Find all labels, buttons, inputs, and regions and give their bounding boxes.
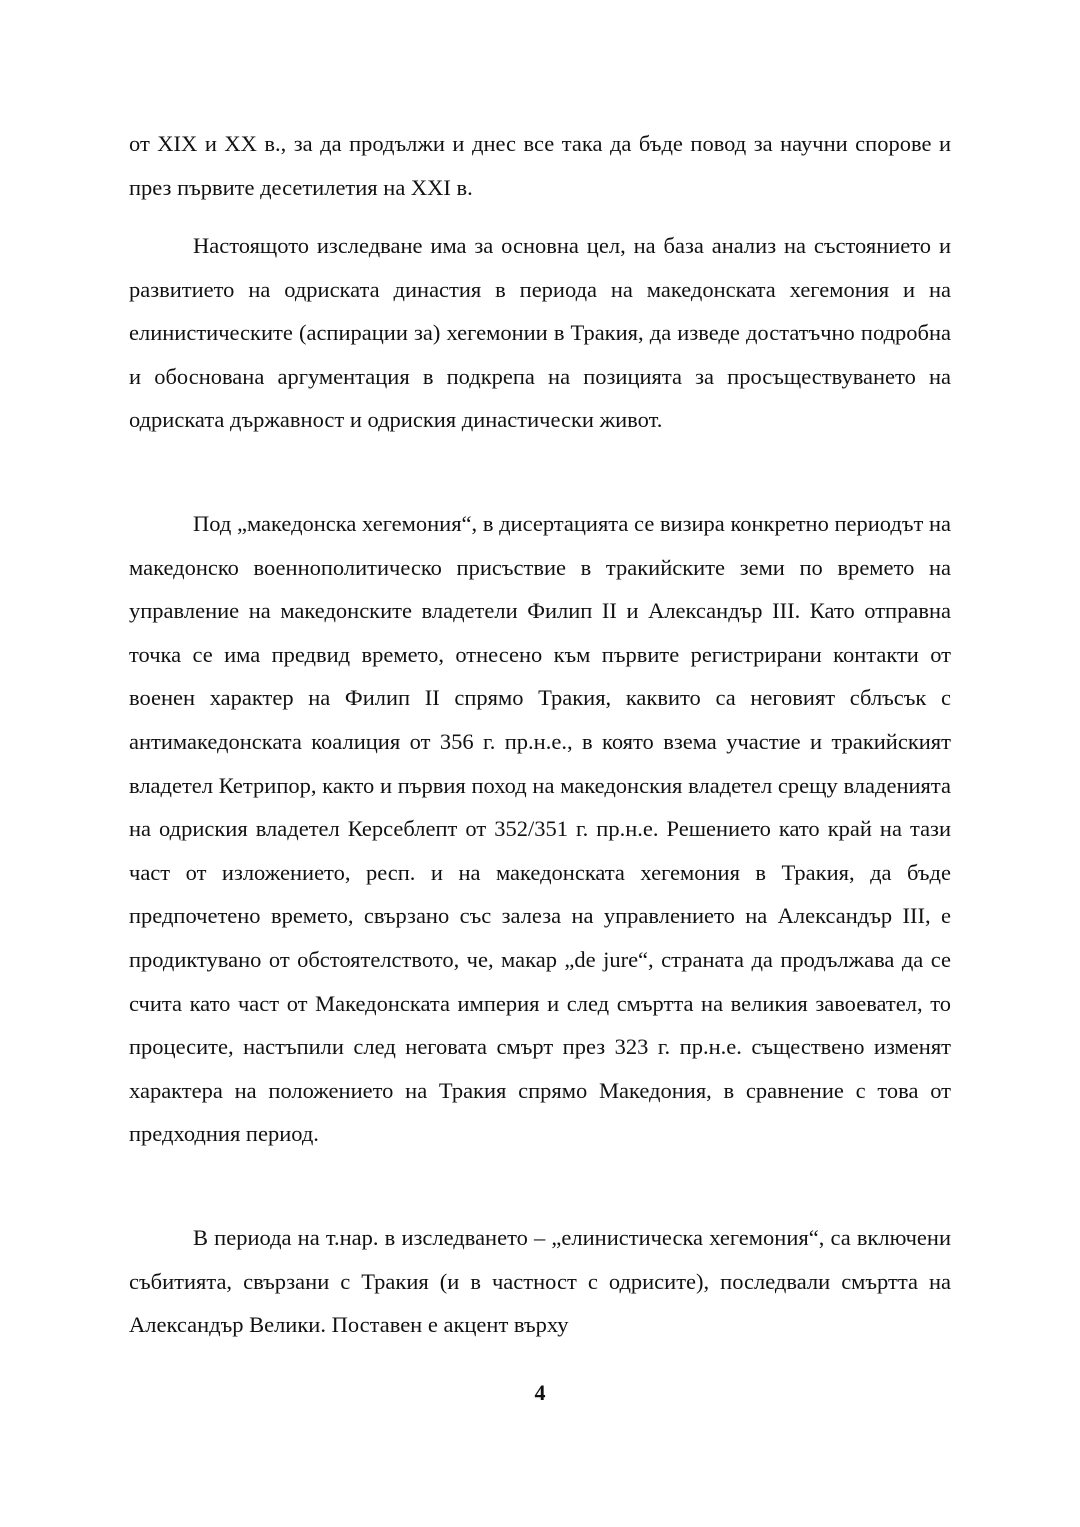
paragraph-macedonian-hegemony <box>129 502 951 1156</box>
paragraph-text: В периода на т.нар. в изследването – „елинистическа хегемония“, са включени събитията, свързани с Тракия (и в частност с одрисите), последвали смъртта на Александър Велики. Поставен е акцент върху <box>129 1225 951 1338</box>
paragraph-continuation <box>129 122 951 209</box>
page-number: 4 <box>534 1380 546 1405</box>
paragraph-text: от XIX и XX в., за да продължи и днес все така да бъде повод за научни спорове и през първите десетилетия на XXI в. <box>129 131 951 200</box>
paragraph-text: Под „македонска хегемония“, в дисертацията се визира конкретно периодът на македонско военнополитическо присъствие в тракийските земи по времето на управление на македонските владетели Филип II и Александър III. Като отправна точка се има предвид времето, отнесено към първите регистрирани контакти от военен характер на Филип II спрямо Тракия, каквито са неговият сблъсък с антимакедонската коалиция от 356 г. пр.н.е., в която взема участие и тракийският владетел Кетрипор, както и първия поход на македонския владетел срещу владенията на одриския владетел Керсеблепт от 352/351 г. пр.н.е. Решението като край на тази част от изложението, респ. и на македонската хегемония в Тракия, да бъде предпочетено времето, свързано със залеза на управлението на Александър III, е продиктувано от обстоятелството, че, макар „de jure“, страната да продължава да се счита като част от Македонската империя и след смъртта на великия завоевател, то процесите, настъпили след неговата смърт през 323 г. пр.н.е. съществено изменят характера на положението на Тракия спрямо Македония, в сравнение с това от предходния период. <box>129 511 951 1147</box>
paragraph-text: Настоящото изследване има за основна цел, на база анализ на състоянието и развитието на одриската династия в периода на македонската хегемония и на елинистическите (аспирации за) хегемонии в Тракия, да изведе достатъчно подробна и обоснована аргументация в подкрепа на позицията за просъществуването на одриската държавност и одриския династически живот. <box>129 233 951 433</box>
paragraph-research-goal <box>129 224 951 442</box>
paragraph-hellenistic-hegemony <box>129 1216 951 1347</box>
